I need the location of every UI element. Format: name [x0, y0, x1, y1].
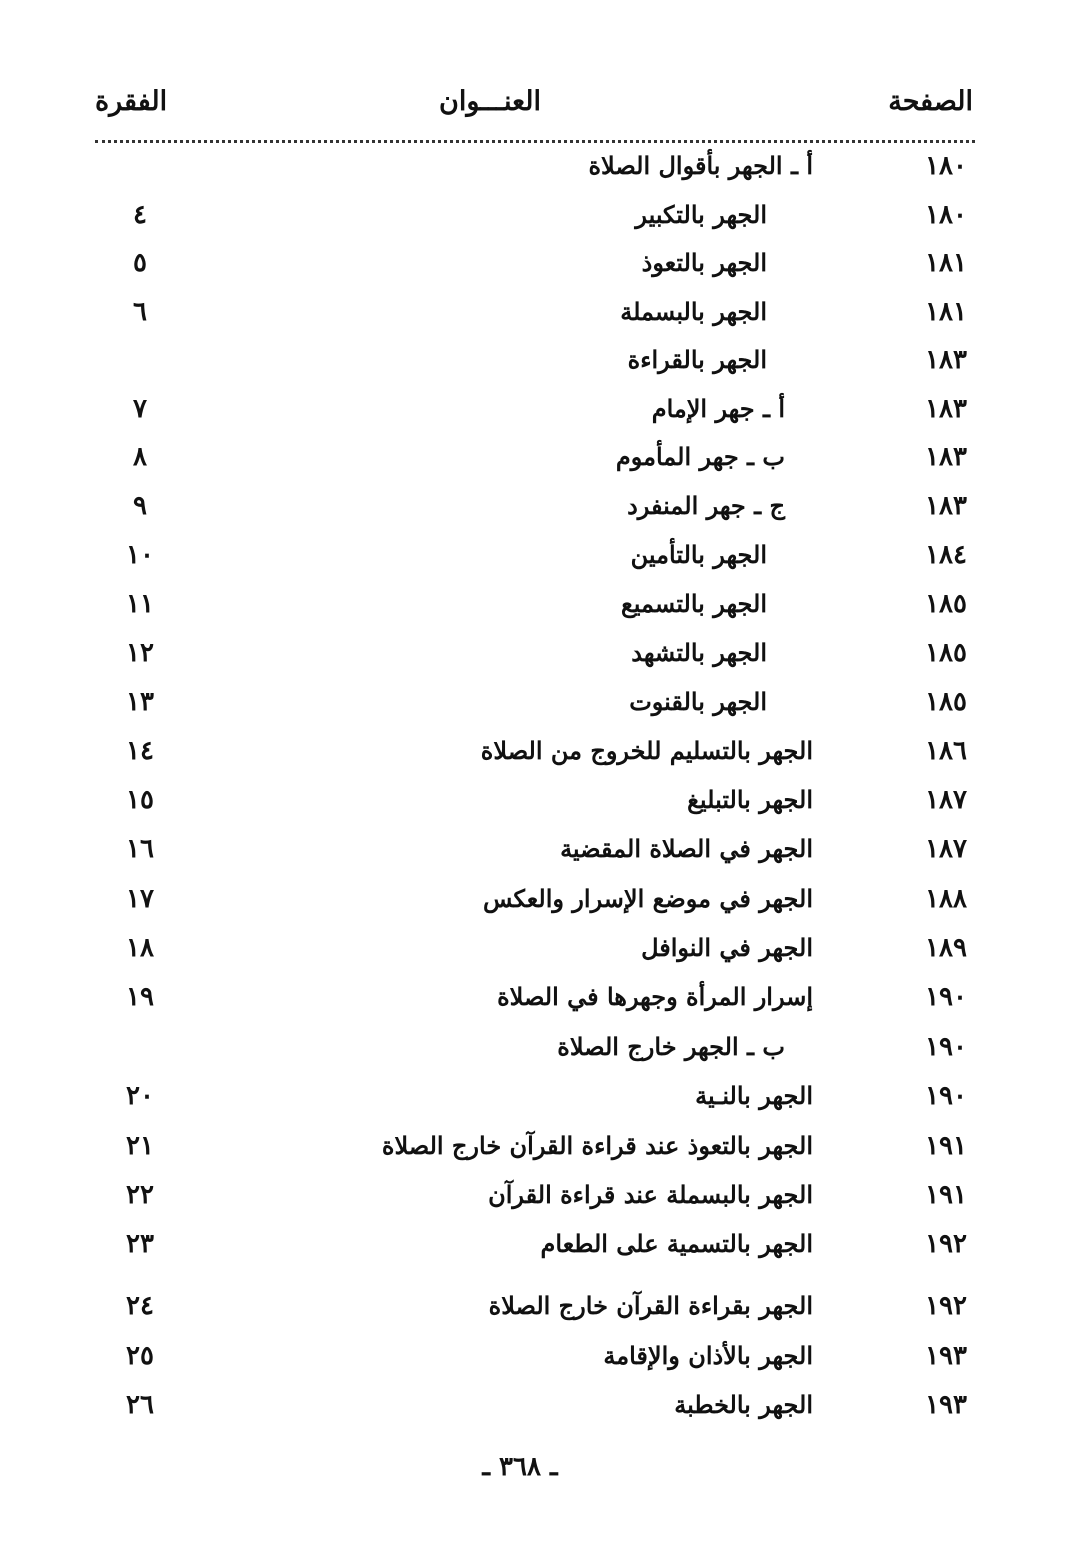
toc-title: ج ـ جهر المنفرد	[627, 491, 785, 520]
toc-page-number: ١٨٣	[925, 394, 967, 424]
toc-row	[0, 389, 1091, 437]
toc-paragraph-number: ٢٥	[126, 1341, 154, 1371]
toc-title: إسرار المرأة وجهرها في الصلاة	[497, 982, 813, 1011]
toc-paragraph-number: ١٤	[126, 736, 154, 766]
toc-paragraph-number: ١٦	[126, 834, 154, 864]
toc-row	[0, 1385, 1091, 1433]
toc-paragraph-number: ٢٠	[126, 1081, 154, 1111]
toc-title: الجهر بالتأمين	[630, 540, 767, 569]
toc-paragraph-number: ١٨	[126, 933, 154, 963]
toc-title: الجهر بالتكبير	[635, 200, 767, 229]
toc-row	[0, 195, 1091, 243]
toc-row	[0, 1286, 1091, 1334]
toc-page-number: ١٨٣	[925, 345, 967, 375]
toc-row	[0, 243, 1091, 291]
toc-paragraph-number: ١٠	[126, 540, 154, 570]
toc-paragraph-number: ٩	[133, 491, 147, 521]
dotted-divider	[95, 140, 975, 143]
toc-paragraph-number: ٥	[133, 248, 147, 278]
toc-page-number: ١٨١	[925, 248, 967, 278]
toc-page-number: ١٩٢	[925, 1229, 967, 1259]
toc-title: الجهر بالخطبة	[674, 1390, 813, 1419]
toc-page-number: ١٨٥	[925, 687, 967, 717]
toc-page-number: ١٩١	[925, 1131, 967, 1161]
toc-page-number: ١٨٦	[925, 736, 967, 766]
toc-title: الجهر بالتسليم للخروج من الصلاة	[480, 736, 813, 765]
toc-page-number: ١٨٥	[925, 589, 967, 619]
toc-paragraph-number: ٨	[133, 442, 147, 472]
toc-row	[0, 1126, 1091, 1174]
toc-paragraph-number: ٢٢	[126, 1180, 154, 1210]
toc-page-number: ١٨٠	[925, 151, 967, 181]
toc-title: الجهر بالتسميع	[621, 589, 767, 618]
toc-title: ب ـ الجهر خارج الصلاة	[557, 1032, 785, 1061]
toc-paragraph-number: ٢٦	[126, 1390, 154, 1420]
toc-row	[0, 340, 1091, 388]
toc-page-number: ١٨٧	[925, 785, 967, 815]
toc-row	[0, 535, 1091, 583]
toc-page-number: ١٩٠	[925, 1032, 967, 1062]
toc-row	[0, 1175, 1091, 1223]
toc-page-number: ١٨٥	[925, 638, 967, 668]
toc-row	[0, 977, 1091, 1025]
toc-page-number: ١٩٣	[925, 1390, 967, 1420]
toc-row	[0, 780, 1091, 828]
toc-paragraph-number: ٤	[133, 200, 147, 230]
toc-row	[0, 928, 1091, 976]
toc-paragraph-number: ١٧	[126, 884, 154, 914]
toc-title: الجهر في موضع الإسرار والعكس	[482, 884, 813, 913]
toc-page-number: ١٨٠	[925, 200, 967, 230]
toc-paragraph-number: ١١	[126, 589, 154, 619]
toc-title: الجهر بقراءة القرآن خارج الصلاة	[488, 1291, 813, 1320]
toc-title: الجهر في النوافل	[641, 933, 813, 962]
page-footer-number: ـ ٣٦٨ ـ	[482, 1452, 558, 1482]
toc-title: الجهر بالبسملة	[620, 297, 767, 326]
toc-row	[0, 829, 1091, 877]
toc-title: الجهر بالتعوذ	[641, 248, 767, 277]
toc-title: الجهر بالأذان والإقامة	[603, 1341, 813, 1370]
toc-page-number: ١٩٢	[925, 1291, 967, 1321]
toc-paragraph-number: ٦	[133, 297, 147, 327]
toc-paragraph-number: ١٣	[126, 687, 154, 717]
toc-title: الجهر بالقنوت	[629, 687, 767, 716]
toc-page-number: ١٨٧	[925, 834, 967, 864]
toc-title: الجهر بالتبليغ	[687, 785, 813, 814]
toc-row	[0, 292, 1091, 340]
toc-row	[0, 879, 1091, 927]
toc-row	[0, 731, 1091, 779]
title-column-header: العنـــوان	[439, 86, 541, 117]
toc-paragraph-number: ١٩	[126, 982, 154, 1012]
toc-row	[0, 1224, 1091, 1272]
toc-title: الجهر في الصلاة المقضية	[560, 834, 813, 863]
toc-title: أ ـ الجهر بأقوال الصلاة	[588, 151, 813, 180]
toc-paragraph-number: ٢٤	[126, 1291, 154, 1321]
toc-paragraph-number: ٢٣	[126, 1229, 154, 1259]
toc-title: الجهر بالقراءة	[627, 345, 767, 374]
toc-row	[0, 1336, 1091, 1384]
toc-row	[0, 146, 1091, 194]
toc-page-number: ١٩١	[925, 1180, 967, 1210]
toc-paragraph-number: ٢١	[126, 1131, 154, 1161]
toc-row	[0, 584, 1091, 632]
toc-paragraph-number: ١٢	[126, 638, 154, 668]
toc-title: أ ـ جهر الإمام	[651, 394, 785, 423]
toc-row	[0, 437, 1091, 485]
toc-page-number: ١٨٨	[925, 884, 967, 914]
toc-page-number: ١٨٤	[925, 540, 967, 570]
toc-page-number: ١٨٩	[925, 933, 967, 963]
toc-page-number: ١٩٣	[925, 1341, 967, 1371]
toc-page-number: ١٨٣	[925, 442, 967, 472]
toc-paragraph-number: ١٥	[126, 785, 154, 815]
toc-row	[0, 486, 1091, 534]
toc-paragraph-number: ٧	[133, 394, 147, 424]
toc-page-number: ١٨١	[925, 297, 967, 327]
toc-page-number: ١٩٠	[925, 1081, 967, 1111]
toc-title: الجهر بالتعوذ عند قراءة القرآن خارج الصلاة	[381, 1131, 813, 1160]
page-column-header: الصفحة	[888, 86, 973, 117]
toc-row	[0, 633, 1091, 681]
toc-row	[0, 1027, 1091, 1075]
toc-title: الجهر بالنـية	[695, 1081, 813, 1110]
paragraph-column-header: الفقرة	[95, 86, 168, 117]
toc-row	[0, 1076, 1091, 1124]
toc-title: الجهر بالتسمية على الطعام	[540, 1229, 813, 1258]
toc-title: الجهر بالتشهد	[631, 638, 767, 667]
toc-page-number: ١٨٣	[925, 491, 967, 521]
toc-row	[0, 682, 1091, 730]
toc-title: ب ـ جهر المأموم	[615, 442, 785, 471]
toc-page-number: ١٩٠	[925, 982, 967, 1012]
toc-title: الجهر بالبسملة عند قراءة القرآن	[488, 1180, 813, 1209]
